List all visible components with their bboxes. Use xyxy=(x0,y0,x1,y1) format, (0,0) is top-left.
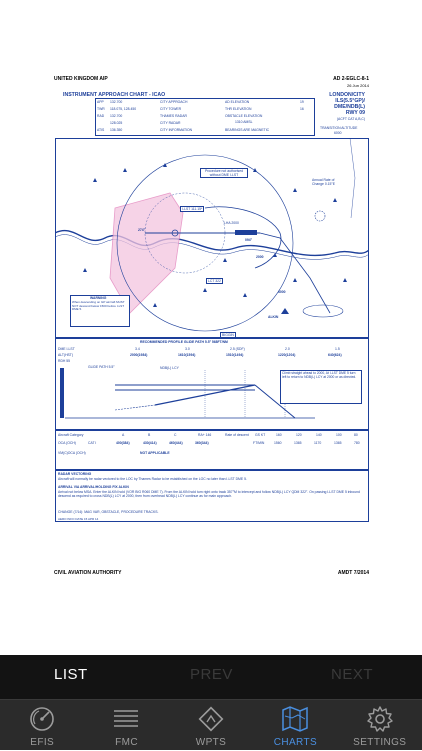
ftmin-value: 1365 xyxy=(334,441,342,445)
freq-unit: CITY APPROACH xyxy=(160,100,188,104)
frequency-table xyxy=(95,98,315,136)
minima-header: RA+ 146 xyxy=(198,433,212,437)
elevation-label: BEARINGS ARE MAGNETIC xyxy=(225,128,270,132)
altitude-3000: 3000 xyxy=(278,290,286,294)
fmc-list-icon xyxy=(111,704,141,734)
minima-header: C xyxy=(174,433,177,437)
dme-value: 1.5 xyxy=(335,347,340,351)
biggin-label: BIGGIN xyxy=(222,333,234,337)
cat1-label: CAT I xyxy=(88,441,97,445)
airport-name: LONDON/CITY xyxy=(329,92,365,98)
minima-header: 120 xyxy=(296,433,302,437)
arrival-text: Arrival not below MSA. Enter the ALKIN hold (VOR BIG R060 DME 7). From the ALKIN hold turn right onto track 357°M to intercept and follow NDB(L) LCY QDM 322°. On passing I-LST DME 5 inbound descend as required to cross NDB(L) LCY at 2000, then from overhead NDB(L) LCY continue as for main approach. xyxy=(58,490,360,498)
transition-altitude-label: TRANSITION ALTITUDE xyxy=(320,126,358,130)
settings-gear-icon xyxy=(365,704,395,734)
elevation-label: AD ELEVATION xyxy=(225,100,250,104)
oca-c: 460(444) xyxy=(169,441,183,445)
dme-label: DME I-LST xyxy=(58,347,75,351)
alt-label: ALT(HST) xyxy=(58,353,74,357)
tab-label: FMC xyxy=(115,737,139,748)
minima-header: Rate of descent xyxy=(225,433,249,437)
elevation-value: 1310 AMSL xyxy=(235,120,253,124)
minima-header: 100 xyxy=(336,433,342,437)
oca-a: 400(384) xyxy=(116,441,130,445)
ftmin-value: 780 xyxy=(354,441,360,445)
aip-footer-left: CIVIL AVIATION AUTHORITY xyxy=(54,570,122,576)
alt-value: 1610(1594) xyxy=(178,353,196,357)
bearing-094: 094° xyxy=(245,238,253,242)
freq-value: 136.350 xyxy=(110,128,123,132)
bearing-274: 274° xyxy=(138,228,146,232)
dme-value: 3.4 xyxy=(135,347,140,351)
ra-value: 360(344) xyxy=(195,441,209,445)
waypoint-diamond-icon xyxy=(196,704,226,734)
elevation-label: THR ELEVATION xyxy=(225,107,252,111)
tab-settings[interactable] xyxy=(338,700,422,751)
minima-header: Aircraft Category xyxy=(58,433,84,437)
tab-charts[interactable] xyxy=(253,700,337,751)
altitude-2000: 2000 xyxy=(256,255,264,259)
ftmin-value: 1560 xyxy=(274,441,282,445)
glide-path-label: GLIDE PATH 5.5° xyxy=(88,365,115,369)
warning-title: WARNING xyxy=(90,296,107,300)
aip-header-left: UNITED KINGDOM AIP xyxy=(54,76,108,82)
freq-unit: CITY RADAR xyxy=(160,121,181,125)
prev-button[interactable]: PREV xyxy=(190,666,233,683)
elevation-label: OBSTACLE ELEVATION xyxy=(225,114,263,118)
rdh-label: RDH 55 xyxy=(58,359,71,363)
tab-wpts[interactable] xyxy=(169,700,253,751)
dme-value: 2.0 xyxy=(285,347,290,351)
tab-efis[interactable] xyxy=(0,700,84,751)
freq-unit: CITY INFORMATION xyxy=(160,128,193,132)
dme-value: 3.0 xyxy=(185,347,190,351)
freq-label: APP xyxy=(97,100,104,104)
minima-header: 140 xyxy=(316,433,322,437)
runway-label: RWY 09 xyxy=(345,110,365,116)
aircraft-category: (ACFT CAT A,B,C) xyxy=(336,117,365,121)
alt-value: 640(624) xyxy=(328,353,342,357)
freq-unit: CITY TOWER xyxy=(160,107,182,111)
tab-label: WPTS xyxy=(195,737,227,748)
tab-label: CHARTS xyxy=(273,737,318,748)
tab-label: SETTINGS xyxy=(353,737,407,748)
freq-value: 118.075, 128.450 xyxy=(110,107,137,111)
freq-label: ATIS xyxy=(97,128,105,132)
radar-vectoring-text: Aircraft will normally be radar vectored to the LOC by Thames Radar to be established on the LOC no later than I-LST DME 5. xyxy=(58,477,247,481)
recommended-profile: RECOMMENDED PROFILE GLIDE PATH 5.5° 568FT/NM xyxy=(140,340,228,344)
freq-label: TWR xyxy=(97,107,105,111)
minima-header: B xyxy=(148,433,151,437)
aip-header-date: 26 Jun 2014 xyxy=(346,83,369,88)
freq-value: 132.700 xyxy=(110,100,123,104)
aero-info-date: AERO INFO DATE 15 APR 14 xyxy=(58,517,99,521)
missed-approach-text: Climb straight ahead to 2000, At I-LST DME 5 turn left to return to NDB(L) LCY at 2000 or as directed. xyxy=(282,371,357,379)
alkin-label: ALKIN xyxy=(268,315,279,319)
lha-label: LHA 2000 xyxy=(224,221,239,225)
freq-value: 132.700 xyxy=(110,114,123,118)
alt-value: 1510(1494) xyxy=(226,353,244,357)
elevation-value: 16 xyxy=(300,107,304,111)
alt-value: 1220(1204) xyxy=(278,353,296,357)
elevation-value: 19 xyxy=(300,100,304,104)
oca-label: OCA (OCH) xyxy=(58,441,76,445)
chart-pager xyxy=(0,655,422,699)
minima-header: A xyxy=(122,433,125,437)
charts-map-icon xyxy=(280,704,310,734)
freq-unit: THAMES RADAR xyxy=(160,114,187,118)
ftmin-value: 1365 xyxy=(294,441,302,445)
efis-gauge-icon xyxy=(27,704,57,734)
chart-title: INSTRUMENT APPROACH CHART - ICAO xyxy=(63,92,166,98)
radar-vectoring-title: RADAR VECTORING xyxy=(58,472,92,476)
change-note: CHANGE (7/14): MAG VAR, OBSTACLE, PROCEDURE TRACKS. xyxy=(58,510,159,514)
minima-header: GS KT xyxy=(255,433,266,437)
ftmin-value: 1170 xyxy=(314,441,322,445)
procedure-notice: Procedure not authorised without DME I-LST xyxy=(200,168,248,178)
minima-header: 80 xyxy=(354,433,358,437)
next-button[interactable]: NEXT xyxy=(331,666,374,683)
freq-value: 128.025 xyxy=(110,121,123,125)
alt-value: 2000(1984) xyxy=(130,353,148,357)
ndb-lcy-label: NDB(L) LCY xyxy=(160,366,179,370)
aip-header-right: AD 2-EGLC-8-1 xyxy=(333,76,369,82)
annual-rate-note: Annual Rate of Change 0.15°E xyxy=(312,178,336,186)
lct-label: LCT 322 xyxy=(208,279,221,283)
procedure-name-2: DME/NDB(L) xyxy=(334,104,365,110)
transition-altitude-value: 6000 xyxy=(334,131,342,135)
tab-label: EFIS xyxy=(30,737,55,748)
arrival-title: ARRIVAL VIA ARRIVAL/HOLDING FIX ALKIN xyxy=(58,485,129,489)
aip-footer-right: AMDT 7/2014 xyxy=(337,570,369,576)
list-button[interactable]: LIST xyxy=(54,666,88,683)
freq-label: RAD xyxy=(97,114,105,118)
dme-value: 2.5 (SDF) xyxy=(230,347,245,351)
tab-bar xyxy=(0,699,422,750)
vmc-label: VM(C)OCA (OCH) xyxy=(58,451,86,455)
oca-b: 430(414) xyxy=(143,441,157,445)
ftmin-label: FT/MIN xyxy=(253,441,265,445)
not-applicable: NOT APPLICABLE xyxy=(140,451,170,455)
tab-fmc[interactable] xyxy=(84,700,168,751)
minima-header: 160 xyxy=(276,433,282,437)
ilst-label: I-LST 111.15* xyxy=(182,207,203,211)
warning-text: When descending on GP aircraft MUST NOT descend below 1500 before I-LST DME 5. xyxy=(72,300,125,312)
procedure-name: ILS(5.5°GP)/ xyxy=(335,98,365,104)
approach-chart-page[interactable] xyxy=(50,70,375,590)
